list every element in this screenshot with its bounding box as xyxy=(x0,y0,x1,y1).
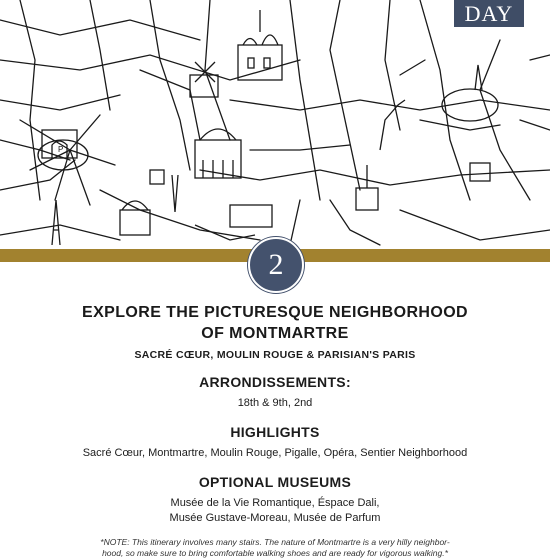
optional-museums-heading: OPTIONAL MUSEUMS xyxy=(198,474,352,490)
tour-eiffel-drawing xyxy=(52,200,60,245)
title-line-2: OF MONTMARTRE xyxy=(201,325,349,342)
sacre-coeur-drawing xyxy=(238,10,282,80)
buttes-chaumont-drawing xyxy=(442,65,498,121)
optional-museums-text xyxy=(0,496,550,526)
map-sign-letter: P xyxy=(58,145,64,154)
invalides-drawing xyxy=(120,201,150,235)
louvre-drawing xyxy=(195,205,272,240)
day-badge: DAY xyxy=(454,0,524,27)
note-line-1: *NOTE: This itinerary involves many stairs. The nature of Montmartre is a very hilly neighbor- xyxy=(100,537,450,547)
illustrated-map xyxy=(0,0,550,262)
bastille-drawing xyxy=(470,163,490,181)
walking-note xyxy=(70,537,480,559)
highlights-heading: HIGHLIGHTS xyxy=(230,424,320,440)
moulin-rouge-drawing xyxy=(190,62,218,97)
itinerary-content xyxy=(0,302,550,559)
arrondissements-text: 18th & 9th, 2nd xyxy=(237,397,313,409)
map-drawing xyxy=(0,0,550,262)
arrondissements-heading: ARRONDISSEMENTS: xyxy=(199,374,351,390)
itinerary-subtitle: SACRÉ CŒUR, MOULIN ROUGE & PARISIAN'S PARIS xyxy=(134,349,416,361)
pantheon-drawing xyxy=(150,170,164,184)
note-line-2: hood, so make sure to bring comfortable walking shoes and are ready for vigorous walking.* xyxy=(102,548,448,558)
museums-line-1: Musée de la Vie Romantique, Éspace Dali, xyxy=(170,497,380,509)
museums-line-2: Musée Gustave-Moreau, Musée de Parfum xyxy=(169,512,381,524)
day-number-badge: 2 xyxy=(248,237,304,293)
highlights-text: Sacré Cœur, Montmartre, Moulin Rouge, Pigalle, Opéra, Sentier Neighborhood xyxy=(82,447,468,459)
sainte-chapelle-drawing xyxy=(356,165,378,210)
landmark-drawings xyxy=(38,10,498,245)
street-lines xyxy=(0,0,550,245)
itinerary-title xyxy=(0,302,550,344)
title-line-1: EXPLORE THE PICTURESQUE NEIGHBORHOOD xyxy=(82,304,468,321)
obelisk-drawing xyxy=(172,175,178,212)
